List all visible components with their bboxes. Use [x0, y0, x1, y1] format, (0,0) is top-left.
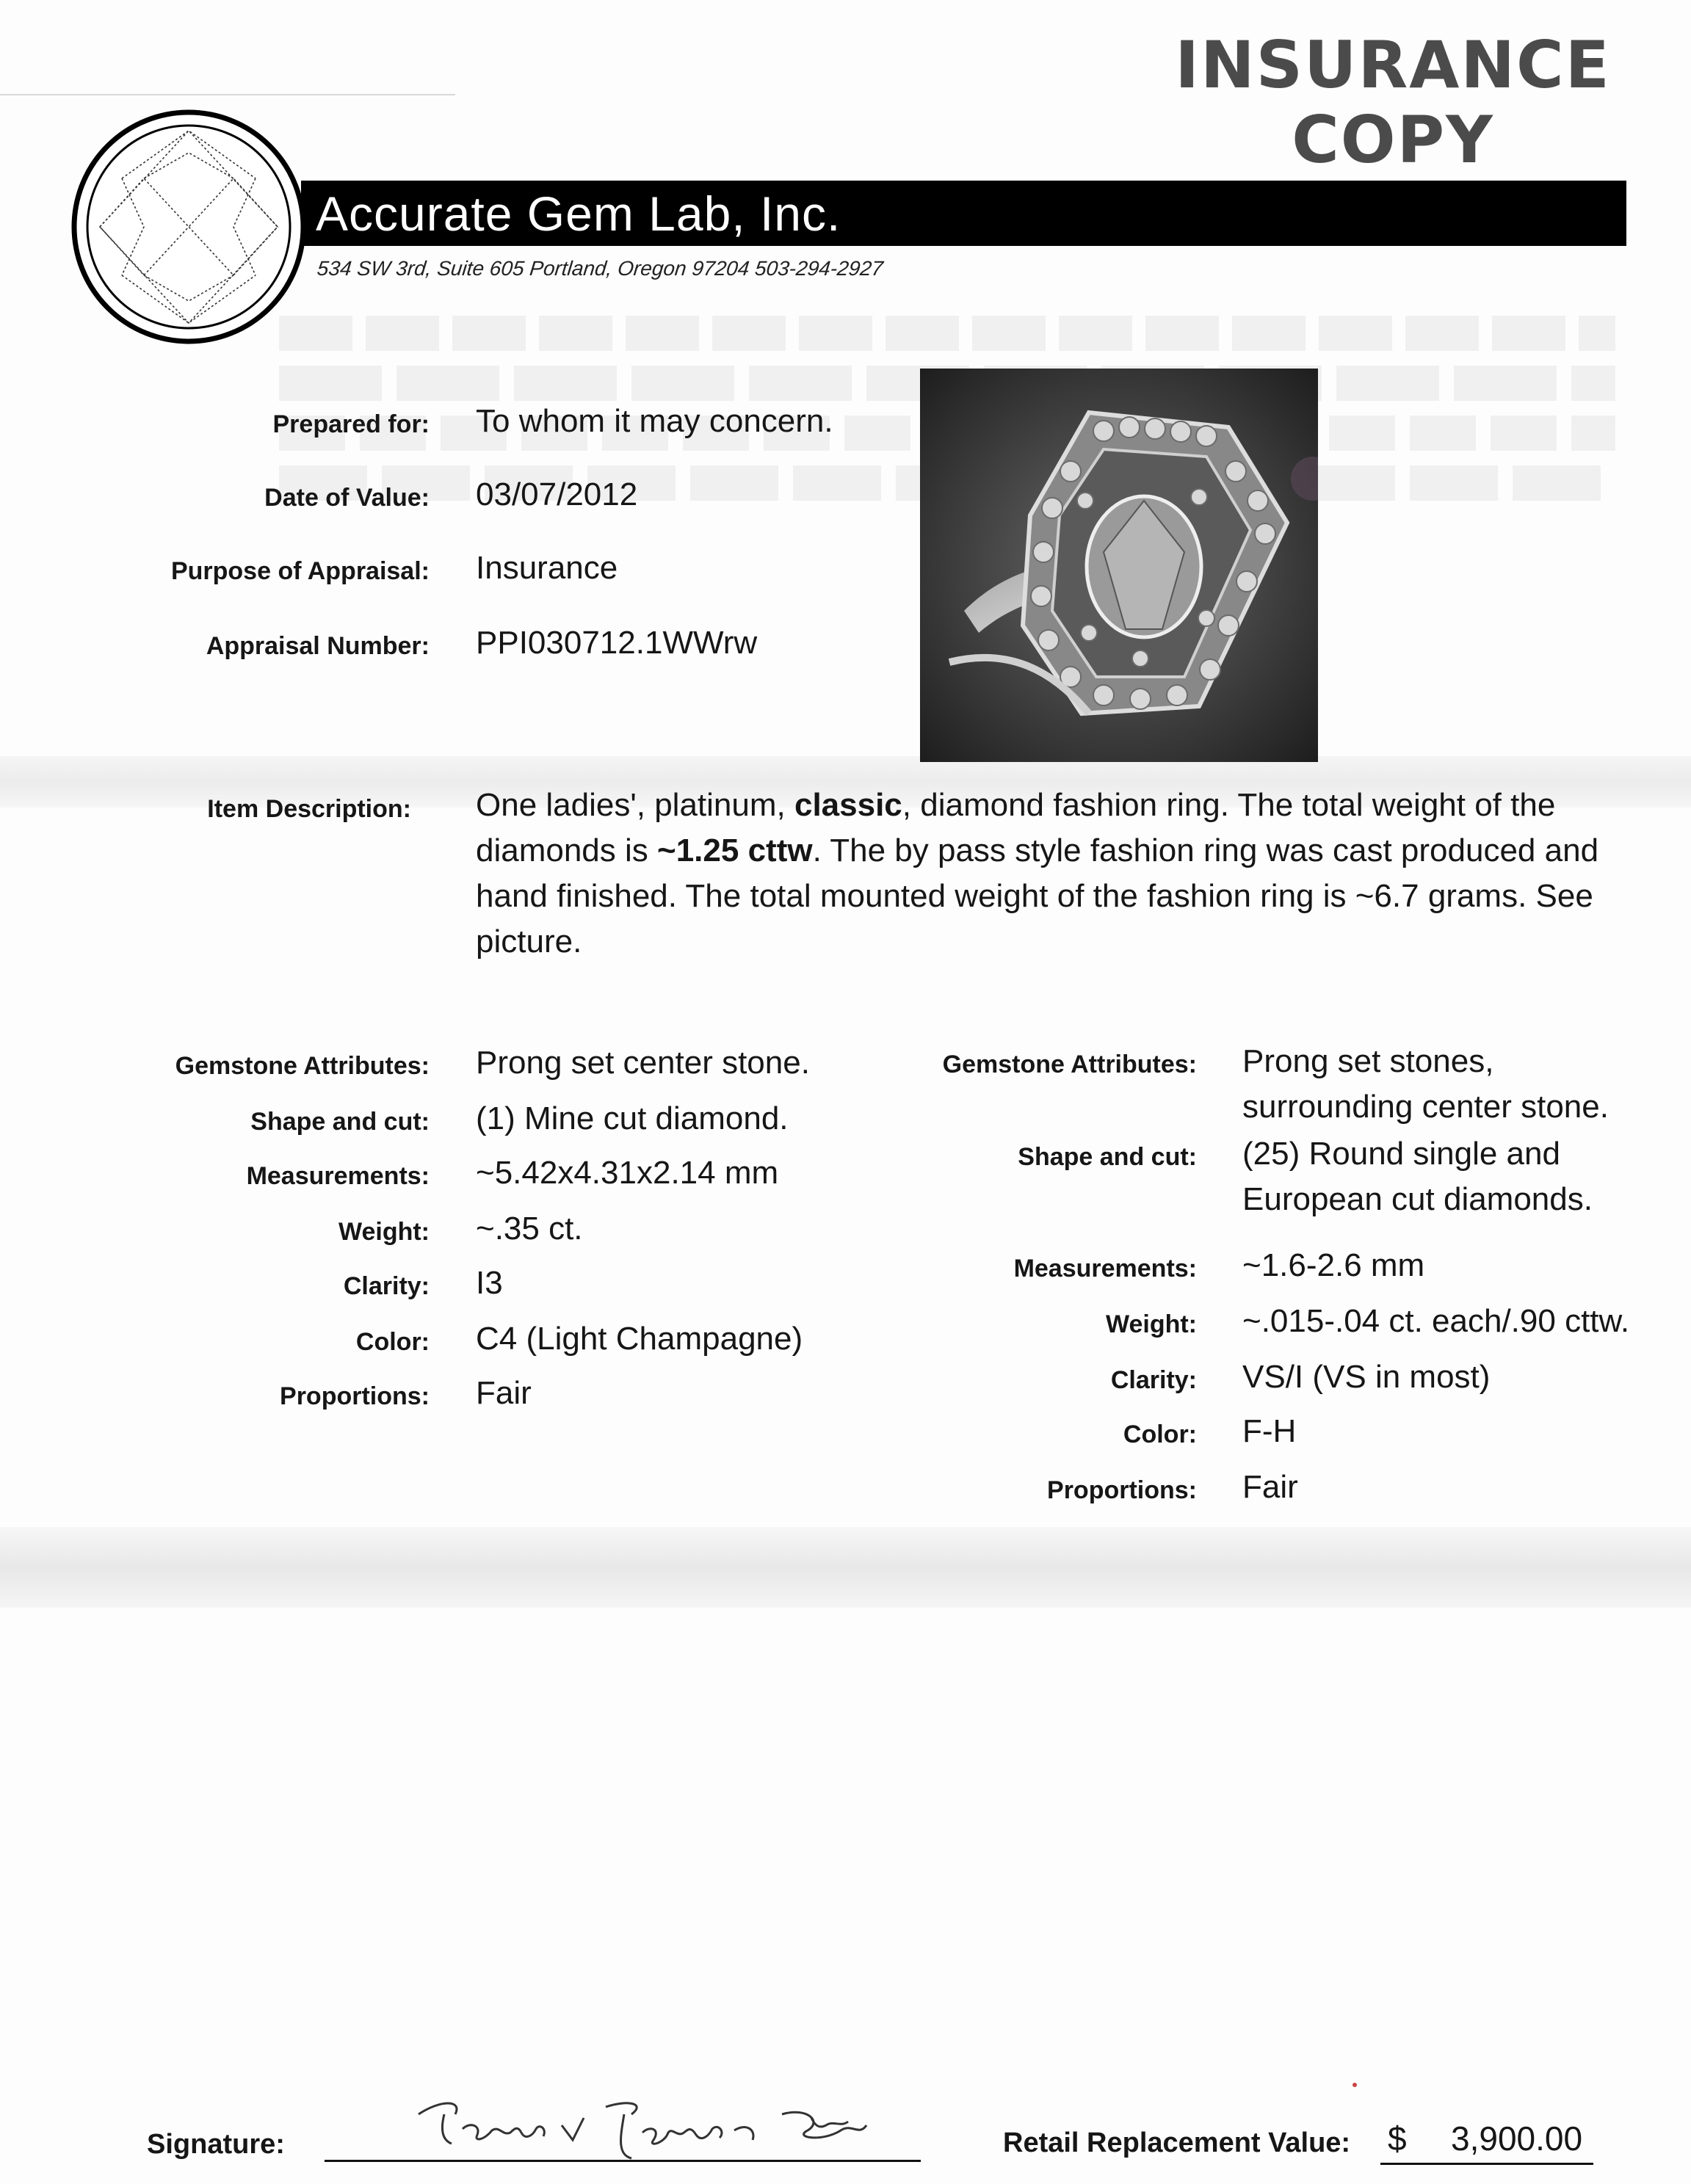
ink-speck [1353, 2083, 1357, 2087]
left-proportions-label: Proportions: [280, 1382, 430, 1410]
right-gemstone-attributes-value-2: surrounding center stone. [1242, 1089, 1609, 1125]
right-clarity-label: Clarity: [1110, 1366, 1197, 1394]
handwritten-signature [411, 2085, 881, 2166]
value-line [1380, 2163, 1593, 2165]
right-color-label: Color: [1123, 1421, 1197, 1448]
retail-replacement-label: Retail Replacement Value: [1003, 2127, 1351, 2158]
description-part-2: , diamond fashion ring. The total weight of the diamonds is [476, 787, 1556, 868]
signature-label: Signature: [147, 2129, 285, 2160]
right-shape-label: Shape and cut: [1018, 1143, 1197, 1171]
signature-line [325, 2160, 921, 2162]
item-description-label: Item Description: [207, 795, 411, 823]
stamp-line-1: INSURANCE [1175, 27, 1611, 103]
left-color-value: C4 (Light Champagne) [476, 1321, 803, 1357]
right-weight-label: Weight: [1105, 1310, 1197, 1338]
insurance-copy-stamp [1158, 28, 1628, 178]
left-clarity-label: Clarity: [343, 1272, 430, 1300]
description-emphasis-weight: ~1.25 cttw [657, 832, 813, 868]
right-measurements-label: Measurements: [1013, 1255, 1197, 1283]
left-clarity-value: I3 [476, 1265, 503, 1301]
right-proportions-label: Proportions: [1047, 1476, 1197, 1504]
prepared-for-label: Prepared for: [272, 410, 430, 438]
appraisal-number: PPI030712.1WWrw [476, 625, 758, 661]
stamp-line-2: COPY [1292, 102, 1494, 178]
scan-fold-band [0, 1527, 1691, 1608]
left-proportions-value: Fair [476, 1375, 532, 1411]
right-measurements-value: ~1.6-2.6 mm [1242, 1247, 1425, 1283]
purpose-value: Insurance [476, 550, 618, 586]
right-color-value: F-H [1242, 1413, 1297, 1449]
lab-address: 534 SW 3rd, Suite 605 Portland, Oregon 97204 503-294-2927 [316, 257, 885, 280]
description-part-3: . The by pass style fashion ring was cast produced and hand finished. The total mounted weight of the fashion ring is ~6.7 grams. See picture. [476, 832, 1599, 959]
left-color-label: Color: [355, 1328, 430, 1356]
right-gemstone-attributes-value-1: Prong set stones, [1242, 1043, 1494, 1079]
left-weight-value: ~.35 ct. [476, 1211, 583, 1247]
right-shape-value-2: European cut diamonds. [1242, 1181, 1593, 1217]
description-part-1: One ladies', platinum, [476, 787, 794, 823]
right-proportions-value: Fair [1242, 1469, 1298, 1505]
right-shape-value-1: (25) Round single and [1242, 1136, 1560, 1172]
appraisal-number-label: Appraisal Number: [206, 632, 430, 660]
gem-logo-icon [70, 109, 307, 345]
right-weight-value: ~.015-.04 ct. each/.90 cttw. [1242, 1303, 1630, 1339]
currency-symbol: $ [1388, 2119, 1407, 2158]
item-description-text [476, 783, 1665, 965]
left-gemstone-attributes-label: Gemstone Attributes: [175, 1052, 430, 1080]
paper-edge [0, 94, 455, 95]
ring-photo [920, 369, 1318, 762]
date-of-value-label: Date of Value: [264, 484, 430, 512]
left-measurements-value: ~5.42x4.31x2.14 mm [476, 1155, 779, 1191]
purpose-label: Purpose of Appraisal: [170, 557, 430, 585]
left-shape-label: Shape and cut: [250, 1108, 430, 1136]
right-gemstone-attributes-label: Gemstone Attributes: [942, 1051, 1197, 1078]
description-emphasis-classic: classic [794, 787, 902, 823]
retail-replacement-value: 3,900.00 [1451, 2119, 1583, 2158]
left-shape-value: (1) Mine cut diamond. [476, 1100, 789, 1136]
left-measurements-label: Measurements: [246, 1162, 430, 1190]
prepared-for-value: To whom it may concern. [476, 403, 833, 439]
lab-name: Accurate Gem Lab, Inc. [316, 186, 841, 241]
date-of-value: 03/07/2012 [476, 476, 638, 512]
left-gemstone-attributes-value: Prong set center stone. [476, 1045, 810, 1081]
left-weight-label: Weight: [338, 1218, 430, 1246]
right-clarity-value: VS/I (VS in most) [1242, 1359, 1491, 1395]
